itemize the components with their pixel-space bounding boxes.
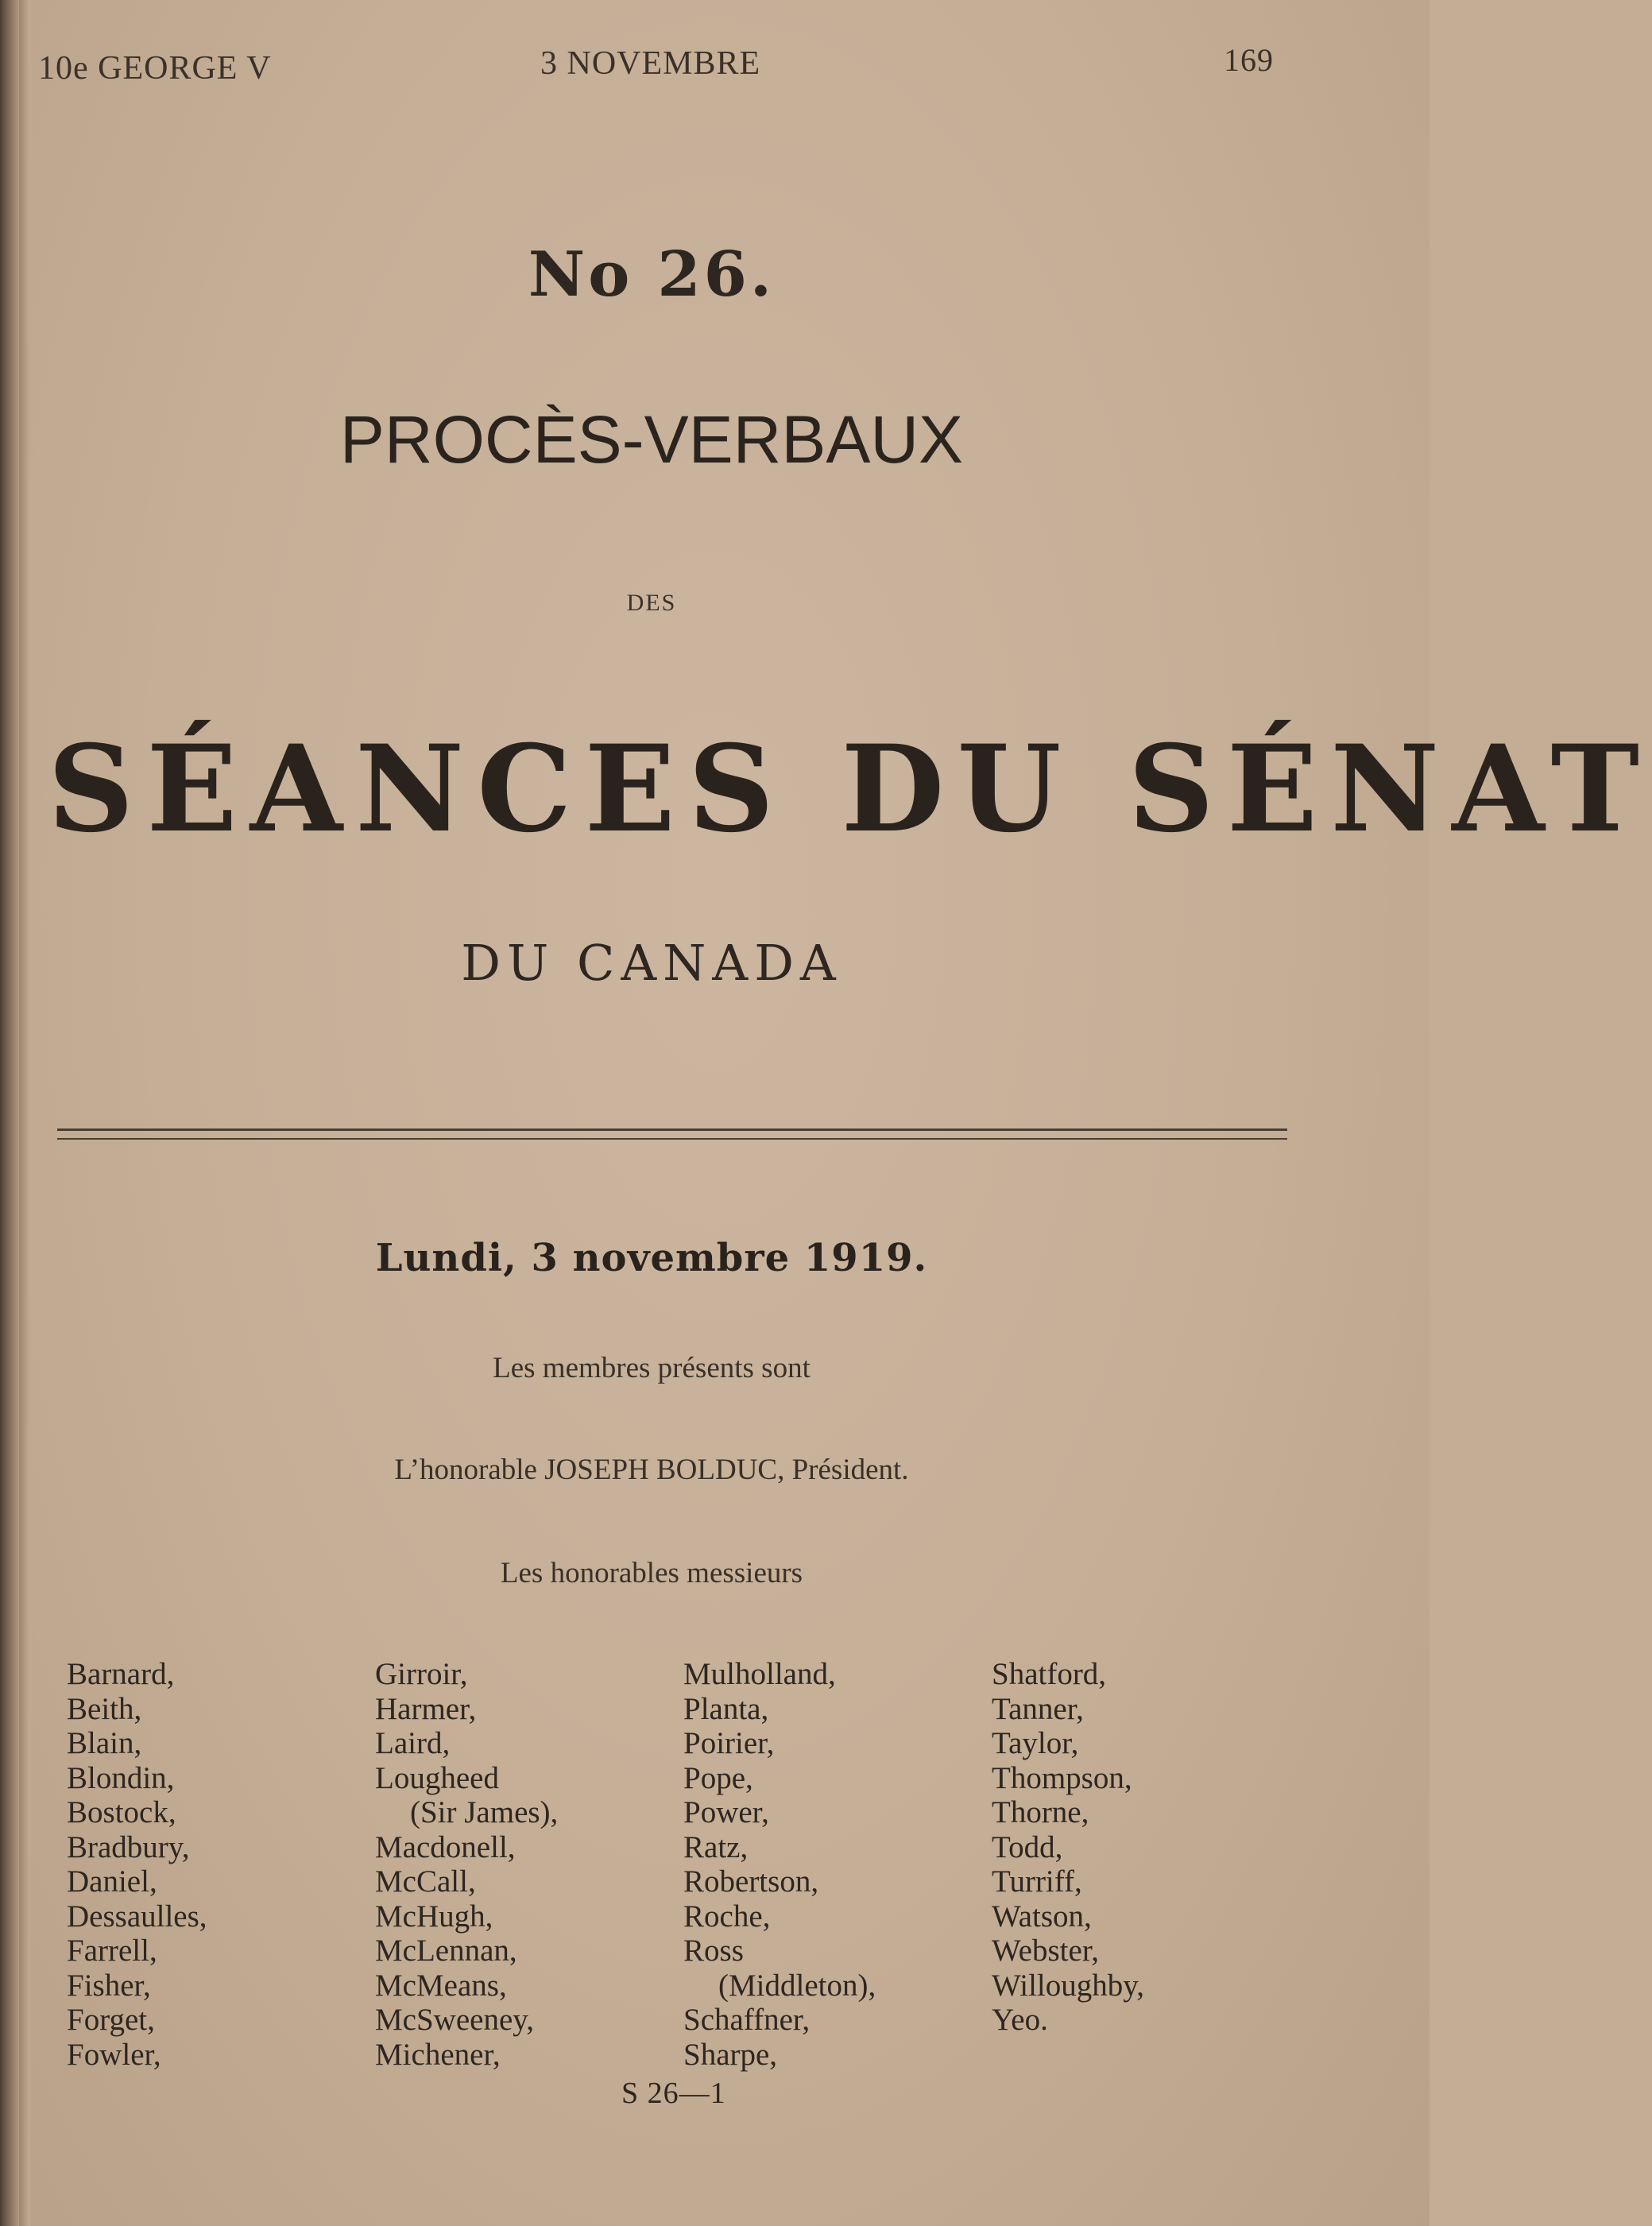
senator-name: McSweeney,: [375, 2003, 534, 2037]
senator-name: Ratz,: [683, 1829, 749, 1864]
senator-name: Bostock,: [67, 1795, 176, 1829]
senator-name: Poirier,: [683, 1726, 775, 1760]
title-du-canada: DU CANADA: [461, 934, 842, 992]
senator-name: Shatford,: [992, 1657, 1107, 1691]
running-head-regnal-year: 10e GEORGE V: [38, 50, 272, 87]
senator-name: Blain,: [67, 1726, 142, 1760]
senators-column-4: [992, 1657, 1294, 2038]
senator-name: Thompson,: [992, 1760, 1132, 1795]
senator-name: Todd,: [992, 1829, 1063, 1864]
sitting-date: Lundi, 3 novembre 1919.: [375, 1236, 928, 1280]
title-seances-du-senat: SÉANCES DU SÉNAT: [48, 719, 1652, 859]
senator-name: Taylor,: [992, 1726, 1079, 1760]
senator-name: McCall,: [375, 1864, 476, 1899]
title-des: DES: [626, 590, 677, 616]
senator-name: Forget,: [67, 2003, 155, 2037]
senator-name: Michener,: [375, 2037, 501, 2072]
senator-name: Blondin,: [67, 1760, 175, 1795]
senator-name: Beith,: [67, 1691, 142, 1726]
senator-name: Fisher,: [67, 1968, 151, 2003]
senator-name: Harmer,: [375, 1691, 477, 1726]
title-proces-verbaux: PROCÈS-VERBAUX: [339, 402, 964, 477]
senator-name: Robertson,: [683, 1864, 819, 1899]
senators-column-2: [375, 1657, 677, 2072]
senator-name: Tanner,: [992, 1691, 1084, 1726]
senator-name: Turriff,: [992, 1864, 1082, 1899]
senator-name: Macdonell,: [375, 1829, 516, 1864]
senator-name: Lougheed: [375, 1760, 499, 1795]
issue-number: No 26.: [528, 238, 776, 311]
senator-name: Planta,: [683, 1691, 769, 1726]
senator-name: Power,: [683, 1795, 769, 1829]
page-binding-shadow: [19, 0, 30, 2226]
senator-name: Barnard,: [67, 1657, 175, 1691]
president-line: L’honorable JOSEPH BOLDUC, Président.: [394, 1454, 909, 1486]
senator-name: Daniel,: [67, 1864, 157, 1899]
senator-name: Pope,: [683, 1760, 753, 1795]
senator-name: Mulholland,: [683, 1657, 836, 1691]
senator-name: Yeo.: [992, 2003, 1048, 2037]
senator-name: Webster,: [992, 1934, 1099, 1968]
senators-column-3: [683, 1657, 985, 2072]
page-number: 169: [1224, 42, 1274, 78]
senator-name: Dessaulles,: [67, 1899, 207, 1934]
members-present-line: Les membres présents sont: [493, 1352, 811, 1384]
double-rule-top: [57, 1128, 1287, 1131]
signature-mark: S 26—1: [621, 2077, 726, 2110]
honorables-line: Les honorables messieurs: [500, 1557, 803, 1589]
senator-name-continuation: (Sir James),: [410, 1795, 559, 1829]
running-head-date: 3 NOVEMBRE: [540, 45, 761, 82]
senator-name: McMeans,: [375, 1968, 507, 2003]
senators-column-1: [67, 1657, 369, 2072]
senator-name: Girroir,: [375, 1657, 468, 1691]
senators-list: [67, 1657, 1306, 2102]
senator-name: Thorne,: [992, 1795, 1089, 1829]
senator-name: McHugh,: [375, 1899, 493, 1934]
page-binding-edge: [0, 0, 19, 2226]
senator-name: Bradbury,: [67, 1829, 190, 1864]
senator-name: Willoughby,: [992, 1968, 1144, 2003]
senator-name: Watson,: [992, 1899, 1092, 1934]
senator-name: Fowler,: [67, 2037, 161, 2072]
senator-name: Laird,: [375, 1726, 451, 1760]
senator-name: Farrell,: [67, 1934, 157, 1968]
senator-name: Schaffner,: [683, 2003, 811, 2037]
senator-name-continuation: (Middleton),: [718, 1968, 876, 2003]
senator-name: Sharpe,: [683, 2037, 778, 2072]
double-rule-bottom: [57, 1138, 1287, 1140]
senator-name: Ross: [683, 1934, 744, 1968]
senator-name: Roche,: [683, 1899, 771, 1934]
senator-name: McLennan,: [375, 1934, 517, 1968]
